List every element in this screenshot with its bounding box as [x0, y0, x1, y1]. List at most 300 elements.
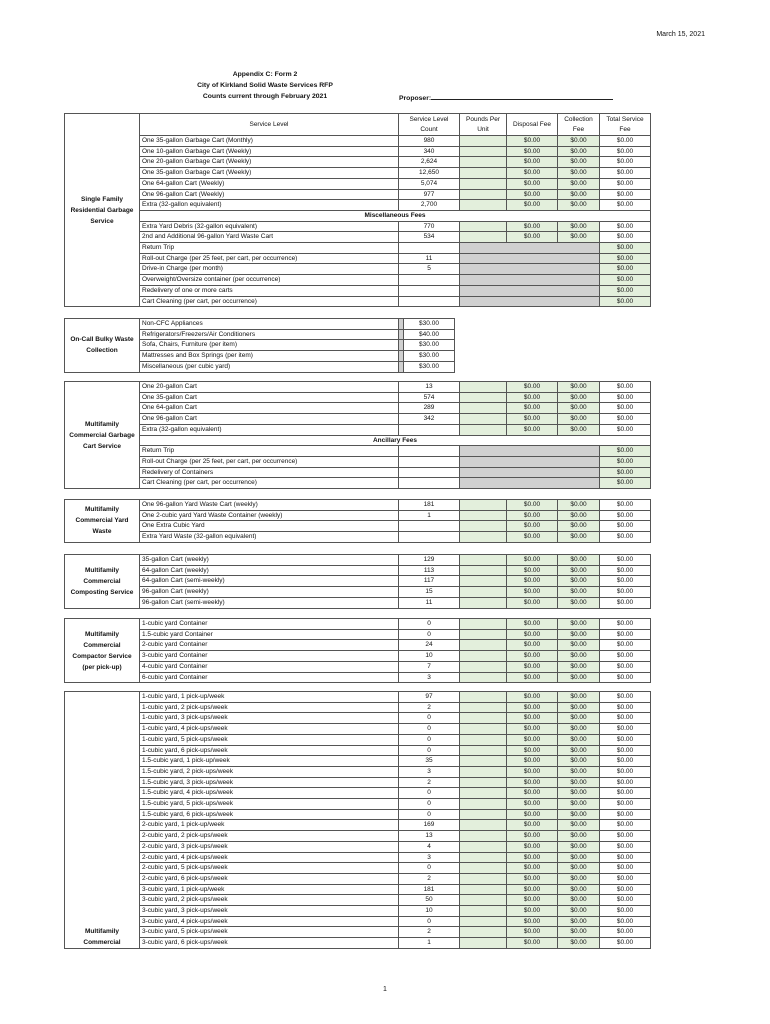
table-row: [65, 629, 651, 640]
table-row: [65, 884, 651, 895]
total-service-fee: $0.00: [600, 157, 651, 168]
collection-fee-input[interactable]: $0.00: [558, 895, 600, 906]
collection-fee-input[interactable]: $0.00: [558, 587, 600, 598]
collection-fee-input[interactable]: $0.00: [558, 382, 600, 393]
proposer-blank-line[interactable]: [431, 93, 613, 100]
disposal-fee-input[interactable]: $0.00: [507, 157, 558, 168]
category-label: Multifamily Commercial Garbage Cart Service: [65, 382, 140, 489]
table-row: [65, 456, 651, 467]
disposal-fee-input[interactable]: $0.00: [507, 852, 558, 863]
pounds-per-unit-input[interactable]: [460, 672, 507, 683]
disposal-fee-input[interactable]: $0.00: [507, 651, 558, 662]
service-description: 1-cubic yard, 3 pick-ups/week: [140, 713, 399, 724]
service-count: 11: [399, 597, 460, 608]
service-description: 3-cubic yard, 3 pick-ups/week: [140, 906, 399, 917]
collection-fee-input[interactable]: $0.00: [558, 232, 600, 243]
pounds-per-unit-input[interactable]: [460, 788, 507, 799]
disposal-fee-input[interactable]: $0.00: [507, 597, 558, 608]
pounds-per-unit-input[interactable]: [460, 640, 507, 651]
table-row: [65, 157, 651, 168]
service-description: 64-gallon Cart (weekly): [140, 565, 399, 576]
service-description: One 64-gallon Cart: [140, 403, 399, 414]
disposal-fee-input[interactable]: $0.00: [507, 565, 558, 576]
table-row: [65, 745, 651, 756]
total-service-fee-input[interactable]: $0.00: [600, 467, 651, 478]
collection-fee-input[interactable]: $0.00: [558, 831, 600, 842]
collection-fee-input[interactable]: $0.00: [558, 178, 600, 189]
total-service-fee: $0.00: [600, 756, 651, 767]
pounds-per-unit-input[interactable]: [460, 831, 507, 842]
disposal-fee-input[interactable]: $0.00: [507, 424, 558, 435]
pounds-per-unit-input[interactable]: [460, 906, 507, 917]
service-count: 2: [399, 777, 460, 788]
disposal-fee-input[interactable]: $0.00: [507, 178, 558, 189]
service-table-2: [64, 318, 455, 373]
total-service-fee: $0.00: [600, 831, 651, 842]
total-service-fee: $0.00: [600, 532, 651, 543]
service-count: 574: [399, 392, 460, 403]
bulky-item-fee: $40.00: [404, 329, 455, 340]
counts-note: Counts current through February 2021: [202, 93, 328, 100]
service-description: 1.5-cubic yard, 1 pick-up/week: [140, 756, 399, 767]
pounds-per-unit-input[interactable]: [460, 221, 507, 232]
table-row: [65, 382, 651, 393]
disposal-fee-input[interactable]: $0.00: [507, 702, 558, 713]
total-service-fee-input[interactable]: $0.00: [600, 243, 651, 254]
service-count: 97: [399, 692, 460, 703]
disposal-fee-input[interactable]: $0.00: [507, 555, 558, 566]
total-service-fee: $0.00: [600, 382, 651, 393]
service-count: 5,074: [399, 178, 460, 189]
table-row: [65, 264, 651, 275]
collection-fee-input[interactable]: $0.00: [558, 414, 600, 425]
disposal-fee-input[interactable]: $0.00: [507, 820, 558, 831]
table-row: [65, 232, 651, 243]
total-service-fee: $0.00: [600, 178, 651, 189]
service-count: 0: [399, 713, 460, 724]
collection-fee-input[interactable]: $0.00: [558, 788, 600, 799]
disposal-fee-input[interactable]: $0.00: [507, 587, 558, 598]
service-description: One 64-gallon Cart (Weekly): [140, 178, 399, 189]
pounds-per-unit-input[interactable]: [460, 576, 507, 587]
pounds-per-unit-input[interactable]: [460, 841, 507, 852]
service-count: [399, 296, 460, 307]
service-description: Cart Cleaning (per cart, per occurrence): [140, 296, 399, 307]
table-row: [65, 200, 651, 211]
collection-fee-input[interactable]: $0.00: [558, 189, 600, 200]
collection-fee-input[interactable]: $0.00: [558, 873, 600, 884]
collection-fee-input[interactable]: $0.00: [558, 692, 600, 703]
collection-fee-input[interactable]: $0.00: [558, 424, 600, 435]
table-row: [65, 136, 651, 147]
collection-fee-input[interactable]: $0.00: [558, 629, 600, 640]
pounds-per-unit-input[interactable]: [460, 734, 507, 745]
service-count: 0: [399, 916, 460, 927]
table-row: [65, 210, 651, 221]
total-service-fee: $0.00: [600, 938, 651, 949]
total-service-fee: $0.00: [600, 692, 651, 703]
pounds-per-unit-input[interactable]: [460, 500, 507, 511]
collection-fee-input[interactable]: $0.00: [558, 619, 600, 630]
service-count: [399, 446, 460, 457]
pounds-per-unit-input[interactable]: [460, 382, 507, 393]
disposal-fee-input[interactable]: $0.00: [507, 906, 558, 917]
pounds-per-unit-input[interactable]: [460, 916, 507, 927]
pounds-per-unit-input[interactable]: [460, 745, 507, 756]
collection-fee-input[interactable]: $0.00: [558, 906, 600, 917]
pounds-per-unit-input[interactable]: [460, 927, 507, 938]
collection-fee-input[interactable]: $0.00: [558, 916, 600, 927]
disposal-fee-input[interactable]: $0.00: [507, 873, 558, 884]
disposal-fee-input[interactable]: $0.00: [507, 532, 558, 543]
disposal-fee-input[interactable]: $0.00: [507, 619, 558, 630]
disposal-fee-input[interactable]: $0.00: [507, 884, 558, 895]
collection-fee-input[interactable]: $0.00: [558, 713, 600, 724]
collection-fee-input[interactable]: $0.00: [558, 745, 600, 756]
service-description: 1-cubic yard, 2 pick-ups/week: [140, 702, 399, 713]
service-count: 0: [399, 809, 460, 820]
pounds-per-unit-input[interactable]: [460, 178, 507, 189]
pounds-per-unit-input[interactable]: [460, 136, 507, 147]
column-header-row: [65, 114, 651, 136]
pounds-per-unit-input[interactable]: [460, 200, 507, 211]
service-count: 340: [399, 146, 460, 157]
pounds-per-unit-input[interactable]: [460, 565, 507, 576]
disposal-fee-input[interactable]: $0.00: [507, 168, 558, 179]
total-service-fee-input[interactable]: $0.00: [600, 285, 651, 296]
collection-fee-input[interactable]: $0.00: [558, 672, 600, 683]
disposal-fee-input[interactable]: $0.00: [507, 756, 558, 767]
table-row: [65, 576, 651, 587]
service-description: 1-cubic yard, 6 pick-ups/week: [140, 745, 399, 756]
service-count: 342: [399, 414, 460, 425]
collection-fee-input[interactable]: $0.00: [558, 521, 600, 532]
disposal-fee-input[interactable]: $0.00: [507, 916, 558, 927]
service-count: 534: [399, 232, 460, 243]
collection-fee-input[interactable]: $0.00: [558, 168, 600, 179]
pounds-per-unit-input[interactable]: [460, 597, 507, 608]
service-description: 3-cubic yard Container: [140, 651, 399, 662]
table-row: [65, 189, 651, 200]
column-header-pounds: Pounds Per Unit: [460, 114, 507, 136]
total-service-fee-input[interactable]: $0.00: [600, 275, 651, 286]
service-description: Redelivery of one or more carts: [140, 285, 399, 296]
pounds-per-unit-input[interactable]: [460, 651, 507, 662]
table-row: [65, 424, 651, 435]
table-row: [65, 146, 651, 157]
not-applicable-cells: [460, 285, 600, 296]
collection-fee-input[interactable]: $0.00: [558, 724, 600, 735]
pounds-per-unit-input[interactable]: [460, 756, 507, 767]
service-count: [399, 285, 460, 296]
table-row: [65, 285, 651, 296]
service-description: 2-cubic yard, 4 pick-ups/week: [140, 852, 399, 863]
disposal-fee-input[interactable]: $0.00: [507, 382, 558, 393]
table-row: [65, 756, 651, 767]
service-count: 2: [399, 873, 460, 884]
total-service-fee: $0.00: [600, 232, 651, 243]
service-count: 770: [399, 221, 460, 232]
total-service-fee: $0.00: [600, 521, 651, 532]
proposer-field: [399, 93, 613, 102]
table-row: [65, 253, 651, 264]
disposal-fee-input[interactable]: $0.00: [507, 403, 558, 414]
disposal-fee-input[interactable]: $0.00: [507, 799, 558, 810]
collection-fee-input[interactable]: $0.00: [558, 841, 600, 852]
service-description: 3-cubic yard, 2 pick-ups/week: [140, 895, 399, 906]
table-row: [65, 788, 651, 799]
pounds-per-unit-input[interactable]: [460, 702, 507, 713]
collection-fee-input[interactable]: $0.00: [558, 884, 600, 895]
collection-fee-input[interactable]: $0.00: [558, 157, 600, 168]
service-count: 181: [399, 500, 460, 511]
pounds-per-unit-input[interactable]: [460, 884, 507, 895]
collection-fee-input[interactable]: $0.00: [558, 852, 600, 863]
service-count: 2,624: [399, 157, 460, 168]
table-row: [65, 221, 651, 232]
disposal-fee-input[interactable]: $0.00: [507, 500, 558, 511]
disposal-fee-input[interactable]: $0.00: [507, 724, 558, 735]
pounds-per-unit-input[interactable]: [460, 766, 507, 777]
total-service-fee-input[interactable]: $0.00: [600, 296, 651, 307]
total-service-fee: $0.00: [600, 597, 651, 608]
service-count: 5: [399, 264, 460, 275]
total-service-fee: $0.00: [600, 724, 651, 735]
service-table-5: [64, 554, 651, 609]
pounds-per-unit-input[interactable]: [460, 189, 507, 200]
service-count: 11: [399, 253, 460, 264]
bulky-item-fee: $30.00: [404, 319, 455, 330]
service-description: Roll-out Charge (per 25 feet, per cart, per occurrence): [140, 456, 399, 467]
collection-fee-input[interactable]: $0.00: [558, 403, 600, 414]
collection-fee-input[interactable]: $0.00: [558, 640, 600, 651]
total-service-fee-input[interactable]: $0.00: [600, 264, 651, 275]
table-row: [65, 510, 651, 521]
not-applicable-cells: [460, 467, 600, 478]
collection-fee-input[interactable]: $0.00: [558, 820, 600, 831]
collection-fee-input[interactable]: $0.00: [558, 500, 600, 511]
disposal-fee-input[interactable]: $0.00: [507, 734, 558, 745]
pounds-per-unit-input[interactable]: [460, 587, 507, 598]
table-row: [65, 500, 651, 511]
disposal-fee-input[interactable]: $0.00: [507, 232, 558, 243]
service-description: One 96-gallon Cart: [140, 414, 399, 425]
service-count: 13: [399, 382, 460, 393]
disposal-fee-input[interactable]: $0.00: [507, 189, 558, 200]
pounds-per-unit-input[interactable]: [460, 521, 507, 532]
disposal-fee-input[interactable]: $0.00: [507, 745, 558, 756]
total-service-fee: $0.00: [600, 619, 651, 630]
pounds-per-unit-input[interactable]: [460, 392, 507, 403]
service-count: 1: [399, 510, 460, 521]
disposal-fee-input[interactable]: $0.00: [507, 692, 558, 703]
not-applicable-cells: [460, 478, 600, 489]
collection-fee-input[interactable]: $0.00: [558, 510, 600, 521]
pounds-per-unit-input[interactable]: [460, 629, 507, 640]
collection-fee-input[interactable]: $0.00: [558, 766, 600, 777]
service-description: Non-CFC Appliances: [140, 319, 399, 330]
collection-fee-input[interactable]: $0.00: [558, 576, 600, 587]
total-service-fee-input[interactable]: $0.00: [600, 446, 651, 457]
collection-fee-input[interactable]: $0.00: [558, 777, 600, 788]
service-count: 977: [399, 189, 460, 200]
total-service-fee: $0.00: [600, 799, 651, 810]
disposal-fee-input[interactable]: $0.00: [507, 895, 558, 906]
pounds-per-unit-input[interactable]: [460, 168, 507, 179]
collection-fee-input[interactable]: $0.00: [558, 661, 600, 672]
disposal-fee-input[interactable]: $0.00: [507, 521, 558, 532]
table-row: [65, 820, 651, 831]
table-row: [65, 640, 651, 651]
service-description: One 96-gallon Yard Waste Cart (weekly): [140, 500, 399, 511]
collection-fee-input[interactable]: $0.00: [558, 597, 600, 608]
disposal-fee-input[interactable]: $0.00: [507, 713, 558, 724]
table-row: [65, 777, 651, 788]
collection-fee-input[interactable]: $0.00: [558, 146, 600, 157]
collection-fee-input[interactable]: $0.00: [558, 392, 600, 403]
pounds-per-unit-input[interactable]: [460, 692, 507, 703]
pounds-per-unit-input[interactable]: [460, 799, 507, 810]
disposal-fee-input[interactable]: $0.00: [507, 576, 558, 587]
total-service-fee: $0.00: [600, 510, 651, 521]
collection-fee-input[interactable]: $0.00: [558, 221, 600, 232]
pounds-per-unit-input[interactable]: [460, 157, 507, 168]
disposal-fee-input[interactable]: $0.00: [507, 788, 558, 799]
service-count: 169: [399, 820, 460, 831]
service-description: Overweight/Oversize container (per occurrence): [140, 275, 399, 286]
disposal-fee-input[interactable]: $0.00: [507, 629, 558, 640]
disposal-fee-input[interactable]: $0.00: [507, 136, 558, 147]
disposal-fee-input[interactable]: $0.00: [507, 200, 558, 211]
table-row: [65, 521, 651, 532]
disposal-fee-input[interactable]: $0.00: [507, 766, 558, 777]
total-service-fee: $0.00: [600, 766, 651, 777]
pounds-per-unit-input[interactable]: [460, 510, 507, 521]
pounds-per-unit-input[interactable]: [460, 414, 507, 425]
total-service-fee: $0.00: [600, 906, 651, 917]
collection-fee-input[interactable]: $0.00: [558, 809, 600, 820]
total-service-fee-input[interactable]: $0.00: [600, 456, 651, 467]
disposal-fee-input[interactable]: $0.00: [507, 640, 558, 651]
service-description: Mattresses and Box Springs (per item): [140, 351, 399, 362]
collection-fee-input[interactable]: $0.00: [558, 651, 600, 662]
pounds-per-unit-input[interactable]: [460, 619, 507, 630]
collection-fee-input[interactable]: $0.00: [558, 532, 600, 543]
service-description: 3-cubic yard, 5 pick-ups/week: [140, 927, 399, 938]
disposal-fee-input[interactable]: $0.00: [507, 510, 558, 521]
disposal-fee-input[interactable]: $0.00: [507, 809, 558, 820]
collection-fee-input[interactable]: $0.00: [558, 136, 600, 147]
service-count: 289: [399, 403, 460, 414]
service-description: 1.5-cubic yard, 3 pick-ups/week: [140, 777, 399, 788]
total-service-fee: $0.00: [600, 863, 651, 874]
pounds-per-unit-input[interactable]: [460, 895, 507, 906]
service-description: One 2-cubic yard Yard Waste Container (weekly): [140, 510, 399, 521]
service-description: 1-cubic yard, 4 pick-ups/week: [140, 724, 399, 735]
collection-fee-input[interactable]: $0.00: [558, 555, 600, 566]
pounds-per-unit-input[interactable]: [460, 777, 507, 788]
form-title: Appendix C: Form 2: [232, 71, 298, 78]
service-description: One 35-gallon Garbage Cart (Monthly): [140, 136, 399, 147]
column-header-total: Total Service Fee: [600, 114, 651, 136]
total-service-fee: $0.00: [600, 640, 651, 651]
bulky-item-fee: $30.00: [404, 340, 455, 351]
total-service-fee-input[interactable]: $0.00: [600, 478, 651, 489]
pounds-per-unit-input[interactable]: [460, 938, 507, 949]
service-description: 96-gallon Cart (weekly): [140, 587, 399, 598]
pounds-per-unit-input[interactable]: [460, 146, 507, 157]
pounds-per-unit-input[interactable]: [460, 713, 507, 724]
collection-fee-input[interactable]: $0.00: [558, 734, 600, 745]
collection-fee-input[interactable]: $0.00: [558, 756, 600, 767]
collection-fee-input[interactable]: $0.00: [558, 927, 600, 938]
table-row: [65, 168, 651, 179]
pounds-per-unit-input[interactable]: [460, 403, 507, 414]
pounds-per-unit-input[interactable]: [460, 532, 507, 543]
not-applicable-cells: [460, 446, 600, 457]
total-service-fee: $0.00: [600, 565, 651, 576]
pounds-per-unit-input[interactable]: [460, 232, 507, 243]
disposal-fee-input[interactable]: $0.00: [507, 672, 558, 683]
collection-fee-input[interactable]: $0.00: [558, 565, 600, 576]
disposal-fee-input[interactable]: $0.00: [507, 221, 558, 232]
collection-fee-input[interactable]: $0.00: [558, 863, 600, 874]
pounds-per-unit-input[interactable]: [460, 852, 507, 863]
disposal-fee-input[interactable]: $0.00: [507, 938, 558, 949]
disposal-fee-input[interactable]: $0.00: [507, 777, 558, 788]
total-service-fee: $0.00: [600, 221, 651, 232]
table-row: [65, 565, 651, 576]
service-description: 1.5-cubic yard, 2 pick-ups/week: [140, 766, 399, 777]
pounds-per-unit-input[interactable]: [460, 724, 507, 735]
disposal-fee-input[interactable]: $0.00: [507, 661, 558, 672]
table-row: [65, 478, 651, 489]
disposal-fee-input[interactable]: $0.00: [507, 841, 558, 852]
service-description: Miscellaneous (per cubic yard): [140, 361, 399, 372]
table-row: [65, 414, 651, 425]
disposal-fee-input[interactable]: $0.00: [507, 863, 558, 874]
pounds-per-unit-input[interactable]: [460, 809, 507, 820]
table-row: [65, 555, 651, 566]
disposal-fee-input[interactable]: $0.00: [507, 414, 558, 425]
service-count: 0: [399, 619, 460, 630]
pounds-per-unit-input[interactable]: [460, 863, 507, 874]
disposal-fee-input[interactable]: $0.00: [507, 146, 558, 157]
service-count: 3: [399, 672, 460, 683]
pounds-per-unit-input[interactable]: [460, 820, 507, 831]
disposal-fee-input[interactable]: $0.00: [507, 927, 558, 938]
pounds-per-unit-input[interactable]: [460, 661, 507, 672]
bulky-item-fee: $30.00: [404, 361, 455, 372]
collection-fee-input[interactable]: $0.00: [558, 799, 600, 810]
pounds-per-unit-input[interactable]: [460, 873, 507, 884]
collection-fee-input[interactable]: $0.00: [558, 200, 600, 211]
subsection-header: Ancillary Fees: [140, 435, 651, 446]
category-label: Multifamily Commercial: [65, 692, 140, 949]
table-row: [65, 916, 651, 927]
total-service-fee-input[interactable]: $0.00: [600, 253, 651, 264]
pounds-per-unit-input[interactable]: [460, 555, 507, 566]
pounds-per-unit-input[interactable]: [460, 424, 507, 435]
disposal-fee-input[interactable]: $0.00: [507, 831, 558, 842]
collection-fee-input[interactable]: $0.00: [558, 702, 600, 713]
disposal-fee-input[interactable]: $0.00: [507, 392, 558, 403]
bulky-item-fee: $30.00: [404, 351, 455, 362]
table-row: [65, 392, 651, 403]
total-service-fee: $0.00: [600, 500, 651, 511]
collection-fee-input[interactable]: $0.00: [558, 938, 600, 949]
table-row: [65, 734, 651, 745]
